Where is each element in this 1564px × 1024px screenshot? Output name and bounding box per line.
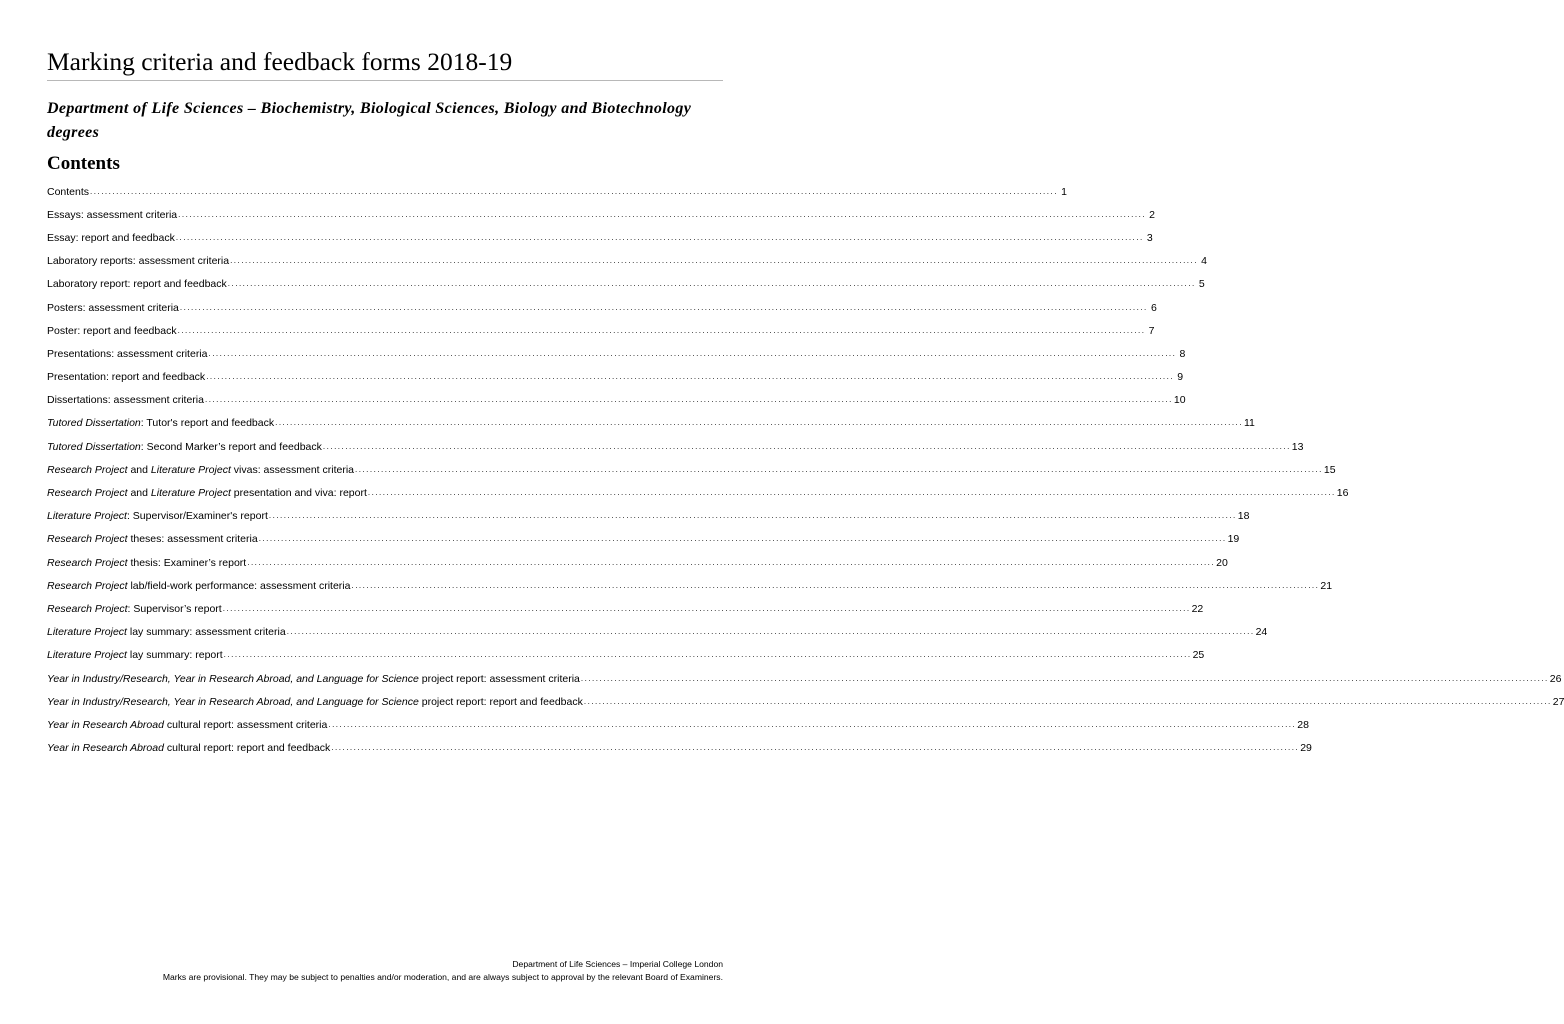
- toc-page-number: 20: [1216, 556, 1228, 569]
- footer-disclaimer: Marks are provisional. They may be subject to penalties and/or moderation, and are always subject to approval by the relevant Board of Examiners.: [162, 972, 723, 982]
- toc-entry-italic-segment: Year in Research Abroad: [47, 742, 164, 755]
- toc-dot-leader: ....................................................................................................................................................................................................................................................................: [175, 232, 1144, 242]
- toc-dot-leader: ....................................................................................................................................................................................................................................................................: [247, 557, 1216, 567]
- toc-page-number: 19: [1227, 533, 1240, 546]
- toc-dot-leader: ....................................................................................................................................................................................................................................................................: [206, 372, 1175, 382]
- toc-entry-italic-segment: Research Project: [47, 533, 128, 546]
- toc-dot-leader: ....................................................................................................................................................................................................................................................................: [223, 650, 1192, 660]
- toc-entry[interactable]: [47, 435, 1304, 458]
- toc-dot-leader: ....................................................................................................................................................................................................................................................................: [351, 580, 1320, 590]
- toc-entry-italic-segment: Research Project: [47, 556, 128, 569]
- toc-entry-title: [47, 580, 350, 592]
- toc-entry-text-segment: theses: assessment criteria: [127, 533, 258, 546]
- toc-page-number: 29: [1300, 742, 1312, 755]
- toc-entry-title: [47, 302, 179, 314]
- toc-dot-leader: ....................................................................................................................................................................................................................................................................: [275, 418, 1243, 428]
- toc-entry-title: [47, 209, 177, 221]
- toc-entry-title: [47, 394, 204, 406]
- contents-heading: Contents: [47, 153, 120, 174]
- toc-entry-title: [47, 742, 330, 754]
- toc-dot-leader: ....................................................................................................................................................................................................................................................................: [367, 488, 1336, 498]
- toc-entry-title: [47, 278, 227, 290]
- toc-entry[interactable]: [47, 366, 1184, 389]
- toc-entry[interactable]: [47, 296, 1157, 319]
- toc-entry-title: [47, 673, 580, 685]
- toc-entry-title: [47, 719, 327, 731]
- toc-page-number: 27: [1552, 695, 1564, 708]
- toc-entry[interactable]: [47, 319, 1155, 342]
- toc-entry-text-segment: project report: report and feedback: [418, 695, 583, 708]
- toc-entry-text-segment: : Tutor's report and feedback: [140, 417, 275, 430]
- toc-entry-text-segment: : Supervisor/Examiner's report: [126, 510, 268, 523]
- toc-entry-title: [47, 626, 286, 638]
- toc-page-number: 6: [1150, 301, 1157, 314]
- toc-dot-leader: ....................................................................................................................................................................................................................................................................: [204, 395, 1173, 405]
- toc-entry-text-segment: lay summary: report: [126, 649, 223, 662]
- toc-page-number: 7: [1148, 324, 1155, 337]
- toc-entry[interactable]: [47, 250, 1207, 273]
- toc-entry-text-segment: Presentations: assessment criteria: [47, 347, 208, 360]
- toc-page-number: 4: [1201, 255, 1207, 268]
- toc-entry-italic-segment: Literature Project: [47, 510, 127, 523]
- document-title: Marking criteria and feedback forms 2018-19: [47, 46, 723, 81]
- toc-entry-text-segment: Dissertations: assessment criteria: [47, 394, 204, 407]
- toc-page-number: 24: [1255, 626, 1268, 639]
- toc-entry-text-segment: : Second Marker’s report and feedback: [140, 440, 322, 453]
- toc-entry-text-segment: Presentation: report and feedback: [47, 371, 206, 384]
- toc-entry-title: [47, 510, 268, 522]
- toc-entry[interactable]: [47, 737, 1312, 760]
- toc-page-number: 16: [1336, 487, 1349, 500]
- toc-entry-italic-segment: Tutored Dissertation: [47, 440, 141, 453]
- toc-entry-text-segment: Posters: assessment criteria: [47, 301, 179, 314]
- toc-entry-text-segment: Contents: [47, 185, 90, 198]
- toc-entry-title: [47, 533, 258, 545]
- toc-entry-title: [47, 649, 223, 661]
- toc-entry[interactable]: [47, 458, 1336, 481]
- toc-entry-title: [47, 464, 354, 476]
- toc-page-number: 2: [1149, 208, 1156, 221]
- toc-entry-title: [47, 603, 222, 615]
- toc-entry-text-segment: : Supervisor’s report: [127, 602, 222, 615]
- toc-dot-leader: ....................................................................................................................................................................................................................................................................: [322, 441, 1291, 451]
- toc-entry[interactable]: [47, 412, 1255, 435]
- toc-entry[interactable]: [47, 551, 1228, 574]
- toc-entry-title: [47, 557, 246, 569]
- toc-entry[interactable]: [47, 505, 1250, 528]
- toc-entry-italic-segment: Year in Industry/Research, Year in Research Abroad, and Language for Science: [47, 672, 419, 685]
- toc-entry-italic-segment: Literature Project: [150, 487, 231, 500]
- toc-entry-text-segment: Essay: report and feedback: [47, 231, 175, 244]
- toc-page-number: 9: [1177, 371, 1184, 384]
- toc-entry-text-segment: lay summary: assessment criteria: [126, 626, 286, 639]
- toc-entry-text-segment: cultural report: report and feedback: [163, 742, 331, 755]
- toc-entry[interactable]: [47, 644, 1205, 667]
- toc-dot-leader: ....................................................................................................................................................................................................................................................................: [268, 511, 1237, 521]
- toc-entry-italic-segment: Research Project: [47, 602, 128, 615]
- toc-entry[interactable]: [47, 180, 1067, 203]
- toc-page-number: 5: [1198, 278, 1205, 291]
- toc-entry-text-segment: cultural report: assessment criteria: [163, 718, 328, 731]
- toc-page-number: 10: [1173, 394, 1186, 407]
- toc-entry-italic-segment: Research Project: [47, 463, 128, 476]
- toc-entry-text-segment: Essays: assessment criteria: [47, 208, 178, 221]
- toc-entry-text-segment: Laboratory reports: assessment criteria: [47, 255, 230, 268]
- toc-entry[interactable]: [47, 690, 1564, 713]
- toc-dot-leader: ....................................................................................................................................................................................................................................................................: [177, 325, 1146, 335]
- toc-page-number: 18: [1237, 510, 1250, 523]
- toc-dot-leader: ....................................................................................................................................................................................................................................................................: [286, 627, 1255, 637]
- toc-page-number: 21: [1320, 579, 1333, 592]
- toc-entry[interactable]: [47, 528, 1240, 551]
- toc-entry-italic-segment: Literature Project: [47, 649, 127, 662]
- toc-dot-leader: ....................................................................................................................................................................................................................................................................: [90, 186, 1058, 196]
- toc-entry-title: [47, 417, 274, 429]
- toc-dot-leader: ....................................................................................................................................................................................................................................................................: [583, 696, 1552, 706]
- toc-entry[interactable]: [47, 574, 1333, 597]
- toc-entry-italic-segment: Literature Project: [150, 463, 231, 476]
- toc-entry-text-segment: Poster: report and feedback: [47, 324, 177, 337]
- toc-entry-text-segment: and: [127, 487, 151, 500]
- toc-page-number: 22: [1191, 602, 1204, 615]
- toc-entry-italic-segment: Year in Industry/Research, Year in Research Abroad, and Language for Science: [47, 695, 419, 708]
- toc-entry[interactable]: [47, 226, 1153, 249]
- toc-entry-title: [47, 487, 367, 499]
- toc-entry-title: [47, 255, 229, 267]
- toc-entry-italic-segment: Tutored Dissertation: [47, 417, 141, 430]
- toc-entry[interactable]: [47, 713, 1309, 736]
- toc-dot-leader: ....................................................................................................................................................................................................................................................................: [208, 348, 1177, 358]
- document-subtitle: Department of Life Sciences – Biochemistry, Biological Sciences, Biology and Biotechnology degrees: [47, 100, 692, 141]
- toc-entry-italic-segment: Research Project: [47, 487, 128, 500]
- toc-dot-leader: ....................................................................................................................................................................................................................................................................: [230, 256, 1198, 266]
- table-of-contents: [47, 180, 1564, 760]
- toc-entry-title: [47, 232, 175, 244]
- toc-dot-leader: ....................................................................................................................................................................................................................................................................: [222, 603, 1191, 613]
- toc-page-number: 1: [1061, 185, 1067, 198]
- toc-page-number: 3: [1146, 231, 1153, 244]
- toc-entry-text-segment: and: [127, 463, 151, 476]
- toc-entry-italic-segment: Year in Research Abroad: [47, 718, 164, 731]
- page-footer: [47, 958, 723, 984]
- toc-entry[interactable]: [47, 597, 1204, 620]
- toc-entry-title: [47, 325, 177, 337]
- toc-entry-title: [47, 441, 322, 453]
- toc-page-number: 28: [1297, 718, 1309, 731]
- toc-entry-title: [47, 696, 583, 708]
- toc-page-number: 13: [1291, 440, 1304, 453]
- toc-entry[interactable]: [47, 273, 1205, 296]
- toc-dot-leader: ....................................................................................................................................................................................................................................................................: [178, 209, 1147, 219]
- toc-page-number: 15: [1323, 463, 1336, 476]
- toc-entry[interactable]: [47, 481, 1349, 504]
- toc-page-number: 8: [1179, 347, 1186, 360]
- toc-page-number: 26: [1549, 672, 1562, 685]
- toc-entry-text-segment: lab/field-work performance: assessment criteria: [127, 579, 351, 592]
- toc-entry-title: [47, 186, 89, 198]
- toc-entry-italic-segment: Literature Project: [47, 626, 127, 639]
- toc-entry-title: [47, 371, 205, 383]
- toc-page-number: 25: [1192, 649, 1205, 662]
- toc-dot-leader: ....................................................................................................................................................................................................................................................................: [355, 464, 1323, 474]
- toc-entry[interactable]: [47, 621, 1268, 644]
- toc-entry-title: [47, 348, 207, 360]
- toc-entry[interactable]: [47, 389, 1186, 412]
- toc-dot-leader: ....................................................................................................................................................................................................................................................................: [227, 279, 1196, 289]
- toc-dot-leader: ....................................................................................................................................................................................................................................................................: [580, 673, 1549, 683]
- toc-entry-text-segment: presentation and viva: report: [230, 487, 367, 500]
- toc-entry-text-segment: project report: assessment criteria: [418, 672, 580, 685]
- toc-entry[interactable]: [47, 667, 1562, 690]
- toc-dot-leader: ....................................................................................................................................................................................................................................................................: [179, 302, 1148, 312]
- toc-entry-italic-segment: Research Project: [47, 579, 128, 592]
- toc-page-number: 11: [1244, 417, 1255, 430]
- toc-dot-leader: ....................................................................................................................................................................................................................................................................: [328, 719, 1297, 729]
- toc-dot-leader: ....................................................................................................................................................................................................................................................................: [331, 743, 1300, 753]
- toc-entry-text-segment: vivas: assessment criteria: [230, 463, 354, 476]
- toc-entry-text-segment: thesis: Examiner’s report: [127, 556, 247, 569]
- toc-entry-text-segment: Laboratory report: report and feedback: [47, 278, 227, 291]
- toc-entry[interactable]: [47, 203, 1156, 226]
- footer-department: Department of Life Sciences – Imperial College London: [512, 959, 723, 969]
- toc-dot-leader: ....................................................................................................................................................................................................................................................................: [258, 534, 1227, 544]
- toc-entry[interactable]: [47, 342, 1186, 365]
